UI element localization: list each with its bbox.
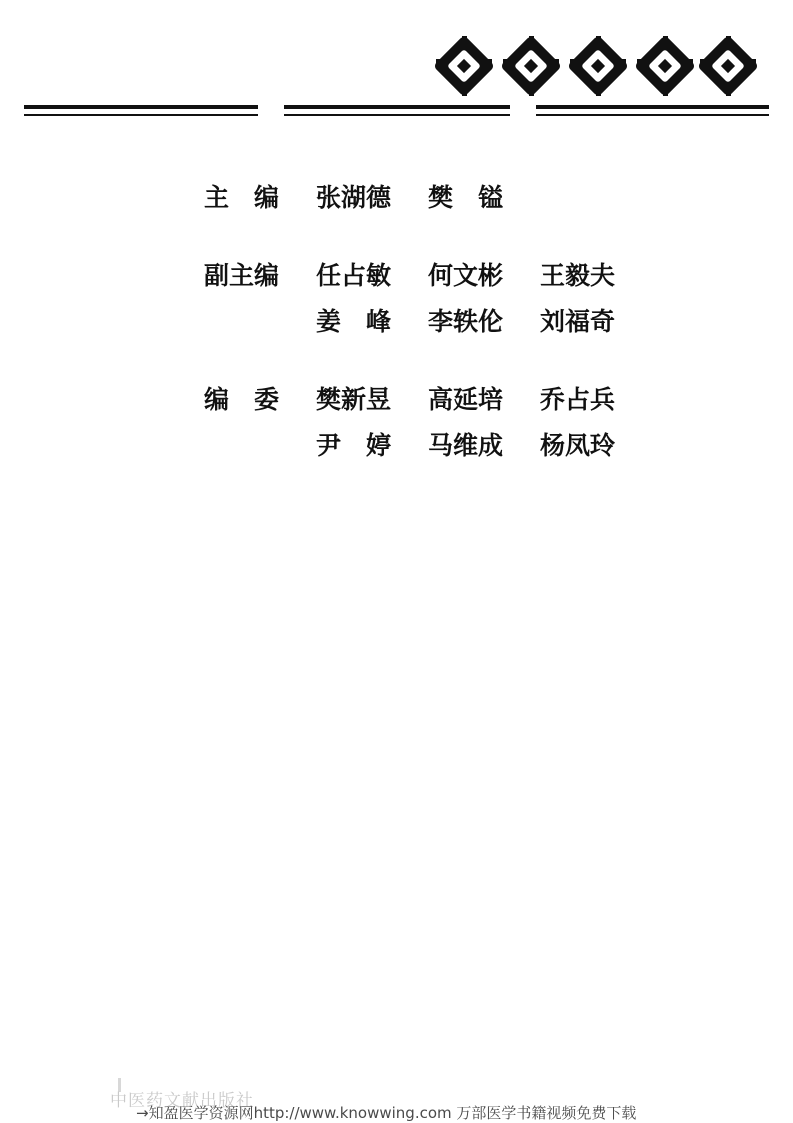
credit-name: 王毅夫 (540, 261, 616, 290)
credit-group-deputy-editor (204, 256, 674, 348)
credit-group-chief-editor (204, 178, 674, 224)
credit-names (316, 380, 674, 416)
credit-group-editorial-board (204, 380, 674, 472)
header-rule-gap (510, 103, 536, 117)
credit-names (316, 178, 674, 214)
credit-name: 张湖德 (316, 183, 392, 212)
footer-ghost-text: 中医药文献出版社 (110, 1091, 254, 1111)
credit-role-label: 副主编 (204, 261, 280, 290)
credit-row (204, 426, 674, 472)
credit-name: 刘福奇 (540, 307, 616, 336)
diamond-ornament-icon (503, 38, 565, 100)
credit-name: 樊 镒 (428, 183, 504, 212)
credit-names (316, 302, 674, 338)
diamond-ornament-icon (637, 38, 699, 100)
credit-name: 任占敏 (316, 261, 392, 290)
credit-row (204, 380, 674, 426)
credit-names (316, 256, 674, 292)
credit-name: 尹 婷 (316, 431, 392, 460)
credit-row (204, 302, 674, 348)
header-rule-thick (24, 105, 769, 109)
credit-name: 樊新昱 (316, 385, 392, 414)
credits-block (204, 178, 674, 504)
credit-row (204, 256, 674, 302)
credit-name: 李轶伦 (428, 307, 504, 336)
credit-row (204, 178, 674, 224)
credit-names (316, 426, 674, 462)
header-rule-gap (258, 103, 284, 117)
credit-name: 马维成 (428, 431, 504, 460)
credit-name: 杨凤玲 (540, 431, 616, 460)
credit-role-label: 编 委 (204, 385, 280, 414)
diamond-ornament-icon (436, 38, 498, 100)
credit-name: 乔占兵 (540, 385, 616, 414)
credit-name: 姜 峰 (316, 307, 392, 336)
credit-role-label: 主 编 (204, 183, 280, 212)
footer-watermark-text: →知盈医学资源网http://www.knowwing.com 万部医学书籍视频免费下载 (136, 1104, 637, 1122)
credit-name: 高延培 (428, 385, 504, 414)
diamond-ornament-icon (570, 38, 632, 100)
diamond-ornament-icon (700, 38, 762, 100)
ornament-band (0, 34, 793, 104)
credit-name: 何文彬 (428, 261, 504, 290)
header-rule-thin (24, 114, 769, 116)
